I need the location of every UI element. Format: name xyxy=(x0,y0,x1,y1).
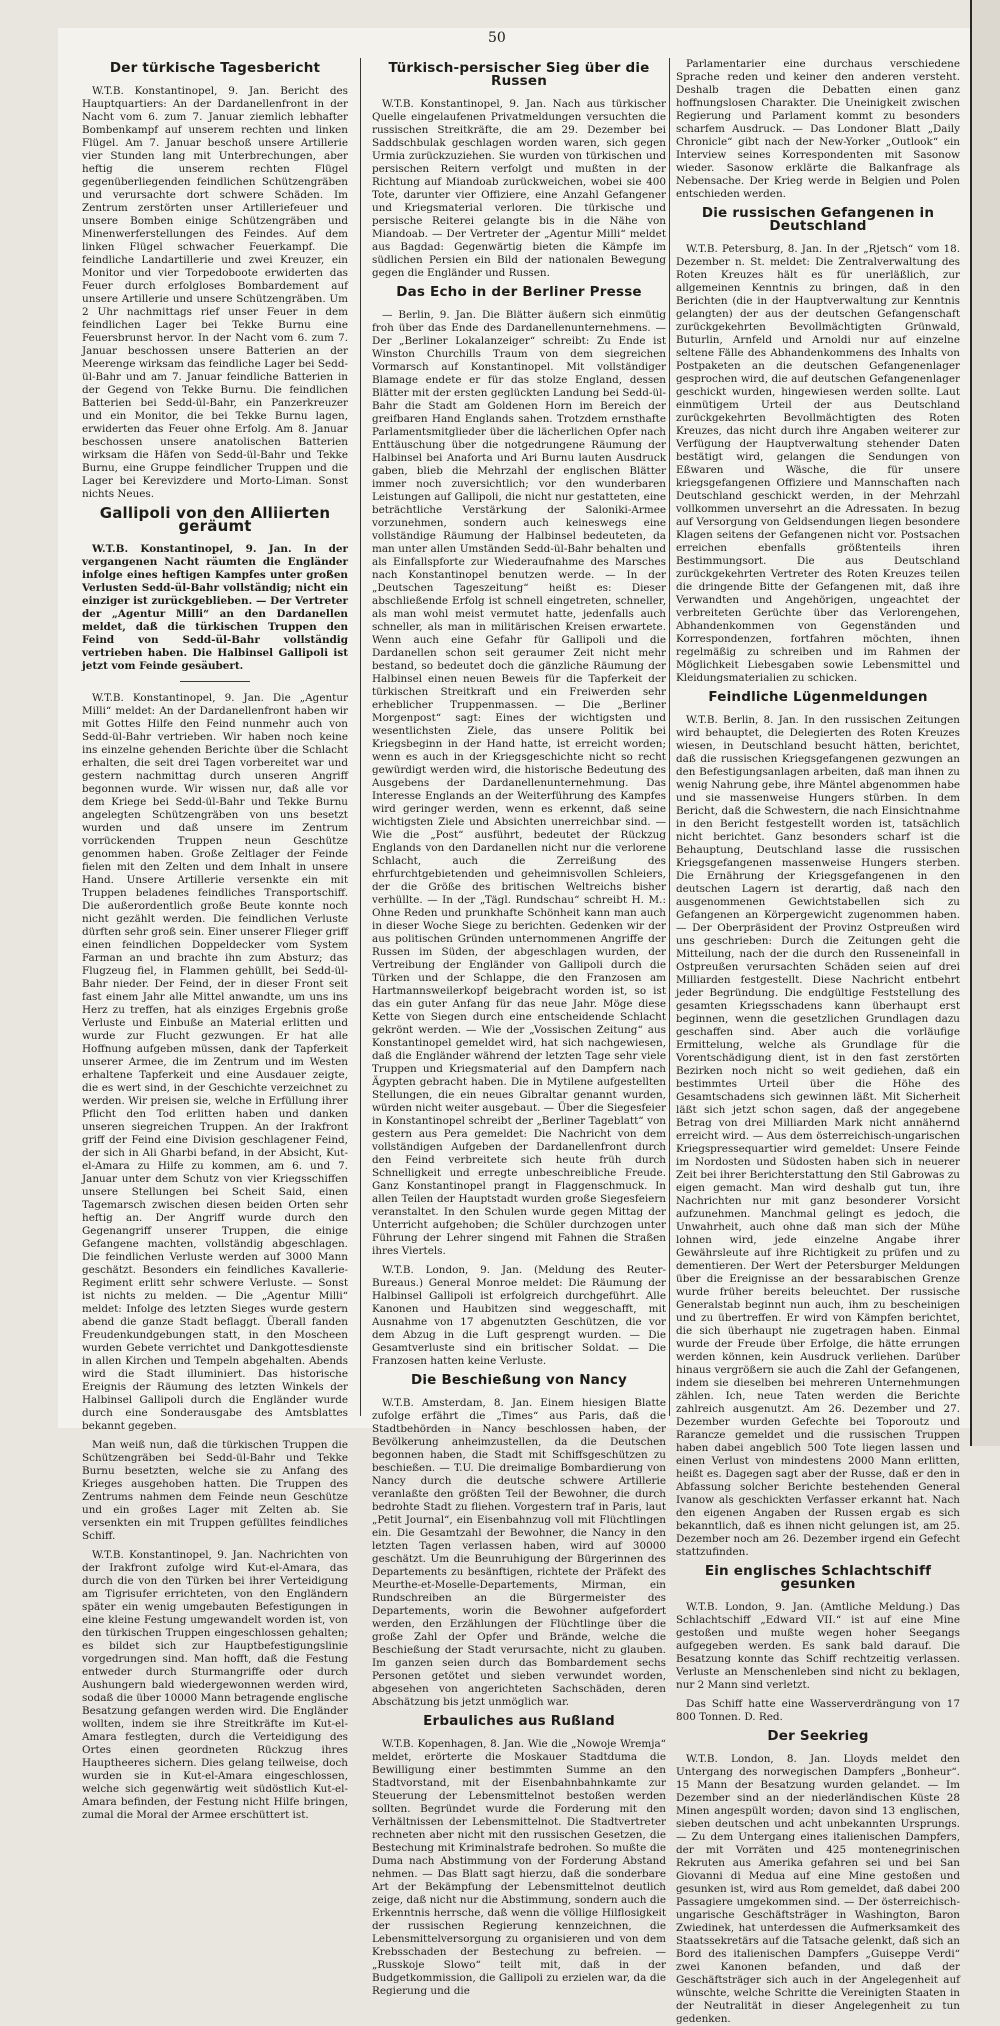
article-headline: Türkisch-persischer Sieg über die Russen xyxy=(388,60,650,89)
article-paragraph: W.T.B. Konstantinopel, 9. Jan. Die „Agentur Milli“ meldet: An der Dardanellenfront haben wir mit Gottes Hilfe den Feind nunmehr auch von Sedd-ül-Bahr vertrieben. Wir haben noch keine ins einzelne gehenden Berichte über die Schlacht erhalten, die seit drei Tagen vorbereitet war und gestern nachmittag durch unseren Angriff begonnen wurde. Wir wissen nur, daß alle vor dem Kriege bei Sedd-ül-Bahr und Tekke Burnu angelegten Schützengräben von uns besetzt wurden und daß unsere im Zentrum vorrückenden Truppen neun Geschütze genommen haben. Große Zeltlager der Feinde fielen mit den Zelten und dem Inhalt in unsere Hand. Unsere Artillerie versenkte ein mit Truppen beladenes feindliches Transportschiff. Die außerordentlich große Beute konnte noch nicht gezählt werden. Die feindlichen Verluste dürften sehr groß sein. Einer unserer Flieger griff einen feindlichen Doppeldecker vom System Farman an und brachte ihn zum Absturz; das Flugzeug fiel, in Flammen gehüllt, bei Sedd-ül-Bahr nieder. Der Feind, der in dieser Front seit fast einem Jahr alle Mittel anwandte, um uns ins Herz zu treffen, hat als einziges Ergebnis große Verluste und Einbuße an Material erlitten und wurde zur Flucht gezwungen. Er hat alle Hoffnung aufgeben müssen, dank der Tapferkeit unserer Armee, die im Zentrum und im Westen erhaltene Tapferkeit und eine Ausdauer zeigte, die es wert sind, in der Geschichte verzeichnet zu werden. Wir preisen sie, welche in Erfüllung ihrer Pflicht den Tod erlitten haben und danken unseren siegreichen Truppen. An der Irakfront griff der Feind eine Division geschlagener Feind, der sich in Ali Gharbi befand, in der Absicht, Kut-el-Amara zu Hilfe zu kommen, am 6. und 7. Januar unter dem Schutz von vier Kriegsschiffen unsere Stellungen bei Scheit Said, einen Tagemarsch zwischen diesen beiden Orten sehr heftig an. Der Angriff wurde durch den Gegenangriff unserer Truppen, die einige Gefangene machten, vollständig abgeschlagen. Die feindlichen Verluste werden auf 3000 Mann geschätzt. Besonders ein feindliches Kavallerie-Regiment erlitt sehr schwere Verluste. — Sonst ist nichts zu melden. — Die „Agentur Milli“ meldet: Infolge des letzten Sieges wurde gestern abend die ganze Stadt beflaggt. Überall fanden Freudenkundgebungen statt, in den Moscheen wurden Gebete verrichtet und Dankgottesdienste in allen Kirchen und Tempeln abgehalten. Abends wird die Stadt illuminiert. Das historische Ereignis der Räumung des letzten Winkels der Halbinsel Gallipoli durch die Engländer wurde durch eine Sonderausgabe des Amtsblattes bekannt gegeben. xyxy=(82,692,348,1432)
article-paragraph: W.T.B. Petersburg, 8. Jan. In der „Rjetsch“ vom 18. Dezember n. St. meldet: Die Zentralverwaltung des Roten Kreuzes hält es für unerläßlich, zur allgemeinen Kenntnis zu bringen, daß in den Berichten (die in der Hauptverwaltung zur Kenntnis gelangten) der aus der deutschen Gefangenschaft zurückgekehrten Bevollmächtigten Grünwald, Buturlin, Arnfeld und Arnoldi nur auf einzelne seltene Fälle des Abhandenkommens des Inhalts von Postpaketen an die deutschen Gefangenenlager gesprochen wird, die auf deutschen Gefangenenlager geschickt wurden, hingewiesen werden sollte. Laut einmütigem Urteil der aus Deutschland zurückgekehrten Bevollmächtigten des Roten Kreuzes, das nicht durch ihre Angaben weiterer zur Verfügung der Hauptverwaltung stehender Daten bestätigt wird, gelangen die Sendungen von Eßwaren und Wäsche, die für unsere kriegsgefangenen Offiziere und Mannschaften nach Deutschland geschickt werden, in der Mehrzahl vollkommen unversehrt an die Adressaten. In bezug auf Versorgung von Geldsendungen liegen besondere Klagen seitens der Gefangenen nicht vor. Postsachen erreichen ebenfalls größtenteils ihren Bestimmungsort. Die aus Deutschland zurückgekehrten Vertreter des Roten Kreuzes teilen die dringende Bitte der Gefangenen mit, daß ihre Verwandten und Angehörigen, ungeachtet der verbreiteten Gerüchte über das Verlorengehen, Abhandenkommen von Gegenständen und Korrespondenzen, fortfahren möchten, ihnen regelmäßig zu schreiben und im Rahmen der Möglichkeit Liebesgaben sowie Lebensmittel und Kleidungsmaterialien zu schicken. xyxy=(676,243,960,684)
article-paragraph: — Berlin, 9. Jan. Die Blätter äußern sich einmütig froh über das Ende des Dardanellenunternehmens. — Der „Berliner Lokalanzeiger“ schreibt: Zu Ende ist Winston Churchills Traum von dem siegreichen Vormarsch auf Konstantinopel. Mit vollständiger Blamage endete er für das stolze England, dessen Blätter mit der ersten geglückten Landung bei Sedd-ül-Bahr die Stadt am Goldenen Horn im Bereich der greifbaren Hand Englands sahen. Trotzdem ernsthafte Parlamentsmitglieder über die lächerlichen Opfer nach Enttäuschung über die notgedrungene Räumung der Halbinsel bei Anaforta und Ari Burnu lauten Ausdruck gaben, blieb die Mehrzahl der englischen Blätter immer noch zuversichtlich; vor den wunderbaren Leistungen auf Gallipoli, die nicht nur gestatteten, eine beträchtliche Verstärkung der Saloniki-Armee vorzunehmen, sondern auch keineswegs eine vollständige Räumung der Halbinsel bedeuteten, da man unter allen Umständen Sedd-ül-Bahr behalten und als Einfallspforte zur Wiederaufnahme des Marsches nach Konstantinopel benutzen werde. — In der „Deutschen Tageszeitung“ heißt es: Dieser abschließende Erfolg ist schnell eingetreten, schneller, als man wohl meist vermutet hatte, jedenfalls auch schneller, als man in militärischen Kreisen erwartete. Wenn auch eine Gefahr für Gallipoli und die Dardanellen schon seit geraumer Zeit nicht mehr bestand, so bedeutet doch die gänzliche Räumung der Halbinsel einen neuen Beweis für die Tapferkeit der türkischen Streitkraft und ein Freiwerden sehr erheblicher Truppenmassen. — Die „Berliner Morgenpost“ sagt: Eines der wichtigsten und wesentlichsten Ziele, das unsere Politik bei Kriegsbeginn in der Hand hatte, ist erreicht worden; wenn es auch in der Kriegsgeschichte nicht so recht gewürdigt werden wird, die historische Bedeutung des Ausgebens der Dardanellenunternehmung. Das Interesse Englands an der Weiterführung des Kampfes wird geringer werden, wenn es erkennt, daß seine wichtigsten Ziele und Absichten unerreichbar sind. — Wie die „Post“ ausführt, bedeutet der Rückzug Englands von den Dardanellen nicht nur die verlorene Schlacht, auch die Zerreißung des ehrfurchtgebietenden und geheimnisvollen Schleiers, der die Größe des britischen Weltreichs bisher verhüllte. — In der „Tägl. Rundschau“ schreibt H. M.: Ohne Reden und prunkhafte Schönheit kann man auch in dieser Woche Siege zu berichten. Gedenken wir der aus politischen Gründen unternommenen Angriffe der Russen im Süden, der abgeschlagen wurden, der Vertreibung der Engländer von Gallipoli durch die Türken und der Schlappe, die den Franzosen am Hartmannsweilerkopf beigebracht worden ist, so ist das ein guter Anfang für das neue Jahr. Möge diese Kette von Siegen durch eine entscheidende Schlacht gekrönt werden. — Wie der „Vossischen Zeitung“ aus Konstantinopel gemeldet wird, hat sich nachgewiesen, daß die Engländer während der letzten Tage sehr viele Truppen und Kriegsmaterial auf den Dampfern nach Ägypten gebracht haben. Die in Mytilene aufgestellten Stellungen, die ein neues Gibraltar genannt wurden, würden nicht weiter ausgebaut. — Über die Siegesfeier in Konstantinopel schreibt der „Berliner Tageblatt“ von gestern aus Pera gemeldet: Die Nachricht von dem vollständigen Aufgeben der Dardanellenfront durch den Feind verbreitete sich heute früh durch Schnelligkeit und erregte unbeschreibliche Freude. Ganz Konstantinopel prangt in Flaggenschmuck. In allen Teilen der Hauptstadt wurden große Siegesfeiern veranstaltet. In den Schulen wurde gegen Mittag der Unterricht aufgehoben; die Schüler durchzogen unter Führung der Lehrer singend mit Fahnen die Straßen ihres Viertels. xyxy=(372,309,666,1257)
article-paragraph: W.T.B. Kopenhagen, 8. Jan. Wie die „Nowoje Wremja“ meldet, erörterte die Moskauer Stadtduma die Bewilligung einer bestimmten Summe an den Stadtvorstand, mit der Eisenbahnbahnkamte zur Steuerung der Lebensmittelnot bestoßen werden sollten. Begründet wurde die Forderung mit den Verhältnissen der Lebensmittelnot. Die Stadtvertreter rechneten aber nicht mit den russischen Gesetzen, die Bestechung mit Kriminalstrafe bedrohen. So mußte die Duma nach Abstimmung von der Forderung Abstand nehmen. — Das Blatt sagt hierzu, daß die sonderbare Art der Bekämpfung der Lebensmittelnot deutlich zeige, daß nicht nur die Abstimmung, sondern auch die Erkenntnis herrsche, daß wenn die völlige Hilflosigkeit der russischen Regierung kennzeichnen, die Lebensmittelversorgung zu organisieren und von dem Krebsschaden der Bestechung zu befreien. — „Russkoje Slowo“ teilt mit, daß in der Budgetkommission, die Gallipoli zu erzielen war, da die Regierung und die xyxy=(372,1738,666,1997)
article-headline: Ein englisches Schlachtschiff gesunken xyxy=(704,1563,932,1592)
article-headline: Das Echo in der Berliner Presse xyxy=(396,284,642,300)
column-rule xyxy=(360,58,361,1416)
article-paragraph: W.T.B. London, 8. Jan. Lloyds meldet den Untergang des norwegischen Dampfers „Bonheur“. 15 Mann der Besatzung wurden gelandet. — Im Dezember sind an der niederländischen Küste 28 Minen angespült worden; davon sind 13 englischen, sieben deutschen und acht unbekannten Ursprungs. — Zu dem Untergang eines italienischen Dampfers, der mit Vorräten und 425 montenegrinischen Rekruten aus Amerika gefahren sei und bei San Giovanni di Medua auf eine Mine gestoßen und gesunken ist, wird aus Rom gemeldet, daß dabei 200 Passagiere umgekommen sind. — Der österreichisch-ungarische Geschäftsträger in Washington, Baron Zwiedinek, hat unterdessen die Aufmerksamkeit des Staatssekretärs auf die Tatsache gelenkt, daß sich an Bord des italienischen Dampfers „Guiseppe Verdi“ zwei Kanonen befanden, und daß der Geschäftsträger sich auch in der Angelegenheit auf wünschte, welche Schritte die Vereinigten Staaten in der Neutralität in dieser Angelegenheit zu tun gedenken. xyxy=(676,1753,960,2025)
article-headline: Die Beschießung von Nancy xyxy=(410,1372,628,1388)
article-headline: Der türkische Tagesbericht xyxy=(109,60,321,76)
article-headline: Feindliche Lügenmeldungen xyxy=(708,689,928,705)
separator-rule xyxy=(180,681,250,682)
article-headline: Der Seekrieg xyxy=(767,1728,869,1744)
article-paragraph: W.T.B. Konstantinopel, 9. Jan. Nachrichten von der Irakfront zufolge wird Kut-el-Amara, das durch die von den Türken bei ihrer Verteidigung am Tigrisufer errichteten, von den Engländern später ein wenig umgebauten Befestigungen in eine kleine Festung umgewandelt worden ist, von den türkischen Truppen eingeschlossen gehalten; es bildet sich zur Hauptbefestigungslinie vorgedrungen sind. Man hofft, daß die Festung entweder durch Sturmangriffe oder durch Aushungern bald wiedergewonnen werden wird, sodaß die über 10000 Mann betragende englische Besatzung gefangen werden wird. Die Engländer wollten, indem sie ihre Streitkräfte im Kut-el-Amara festlegten, durch die Verteidigung des Ortes einen geordneten Rückzug ihres Hauptheeres sichern. Dies gelang teilweise, doch wurden sie in Kut-el-Amara eingeschlossen, welche sich gegenwärtig weit südöstlich Kut-el-Amara befinden, der Festung nicht Hilfe bringen, zumal die Moral der Armee erschüttert ist. xyxy=(82,1549,348,1821)
article-paragraph: Man weiß nun, daß die türkischen Truppen die Schützengräben bei Sedd-ül-Bahr und Tekke Burnu besetzten, welche sie zu Anfang des Krieges ausgehoben hatten. Die Truppen des Zentrums nahmen dem Feinde neun Geschütze und ein großes Lager mit Zelten ab. Sie versenkten ein mit Truppen gefülltes feindliches Schiff. xyxy=(82,1439,348,1542)
article-paragraph: W.T.B. Konstantinopel, 9. Jan. Bericht des Hauptquartiers: An der Dardanellenfront in der Nacht vom 6. zum 7. Januar ziemlich lebhafter Bombenkampf auf unserem rechten und linken Flügel. Am 7. Januar beschoß unsere Artillerie vier Stunden lang mit Unterbrechungen, aber heftig die unserem rechten Flügel gegenüberliegenden feindlichen Schützengräben und verursachte dort schwere Schäden. Im Zentrum zerstörten unser Artilleriefeuer und unsere Bomben einige Schützengräben und Minenwerferstellungen des Feindes. Auf dem linken Flügel schwacher Feuerkampf. Die feindliche Landartillerie und zwei Kreuzer, ein Monitor und vier Torpedoboote erwiderten das Feuer durch erfolgloses Bombardement auf unsere Artillerie und unsere Schützengräben. Um 2 Uhr nachmittags rief unser Feuer in dem feindlichen Lager bei Tekke Burnu eine Feuersbrunst hervor. In der Nacht vom 6. zum 7. Januar beschossen unsere Batterien an der Meerenge wirksam das feindliche Lager bei Sedd-ül-Bahr und am 7. Januar feindliche Batterien in der Gegend von Tekke Burnu. Die feindlichen Batterien bei Sedd-ül-Bahr, ein Panzerkreuzer und ein Monitor, die bei Tekke Burnu lagen, erwiderten das Feuer ohne Erfolg. Am 8. Januar beschossen unsere anatolischen Batterien wirksam die Häfen von Sedd-ül-Bahr und Tekke Burnu, eine Gruppe feindlicher Truppen und die Lager bei Kerevizdere und Morto-Liman. Sonst nichts Neues. xyxy=(82,85,348,500)
column-2 xyxy=(372,58,666,1997)
article-paragraph: W.T.B. London, 9. Jan. (Meldung des Reuter-Bureaus.) General Monroe meldet: Die Räumung der Halbinsel Gallipoli ist erfolgreich durchgeführt. Alle Kanonen und Haubitzen sind weggeschafft, mit Ausnahme von 17 abgenutzten Geschützen, die vor dem Abzug in die Luft gesprengt wurden. — Die Gesamtverluste sind ein britischer Soldat. — Die Franzosen hatten keine Verluste. xyxy=(372,1264,666,1367)
adjacent-page-edge xyxy=(970,0,1000,1446)
article-paragraph: W.T.B. London, 9. Jan. (Amtliche Meldung.) Das Schlachtschiff „Edward VII.“ ist auf eine Mine gestoßen und mußte wegen hoher Seegangs aufgegeben werden. Es sank bald darauf. Die Besatzung konnte das Schiff rechtzeitig verlassen. Verluste an Menschenleben sind nicht zu beklagen, nur 2 Mann sind verletzt. xyxy=(676,1601,960,1691)
article-headline: Die russischen Gefangenen in Deutschland xyxy=(701,205,935,234)
article-paragraph: W.T.B. Berlin, 8. Jan. In den russischen Zeitungen wird behauptet, die Delegierten des Roten Kreuzes wiesen, in Deutschland besucht hätten, berichtet, daß die russischen Kriegsgefangenen gezwungen an den Befestigungsanlagen arbeiten, daß man ihnen zu wenig Nahrung gebe, ihre Mäntel abgenommen habe und sie massenweise Hungers stürben. In dem Bericht, daß die Schwestern, die nach Einsichtnahme in den Bericht festgestellt worden ist, tatsächlich nicht berichtet. Ganz besonders scharf ist die Behauptung, Deutschland lasse die russischen Kriegsgefangenen massenweise Hungers sterben. Die Ernährung der Kriegsgefangenen in den deutschen Lagern ist derartig, daß nach den ausgenommenen Gewichtstabellen sich zu Gefangenen an Körpergewicht zugenommen haben. — Der Oberpräsident der Provinz Ostpreußen wird uns geschrieben: Durch die Zeitungen geht die Mitteilung, nach der die durch den Russeneinfall in Ostpreußen verursachten Schäden seien auf drei Milliarden festgestellt. Diese Nachricht entbehrt jeder Begründung. Die endgültige Feststellung des gesamten Kriegsschadens kann überhaupt erst beginnen, wenn die gesetzlichen Grundlagen dazu geschaffen sind. Aber auch die vorläufige Ermittelung, welche als Grundlage für die Vorentschädigung dient, ist in den fast zerstörten Bezirken noch nicht so weit gediehen, daß ein bestimmtes Urteil über die Höhe des Gesamtschadens sich gewinnen läßt. Mit Sicherheit läßt sich jetzt schon sagen, daß der angegebene Betrag von drei Milliarden Mark nicht annähernd erreicht wird. — Aus dem österreichisch-ungarischen Kriegspressequartier wird gemeldet: Unsere Feinde im Nordosten und Südosten haben sich in neuerer Zeit bei ihrer Berichterstattung den Stil Gabrowas zu eigen gemacht. Man wird deshalb gut tun, ihre Nachrichten nur mit ganz besonderer Vorsicht aufzunehmen. Manchmal gelingt es jedoch, die Unwahrheit, auch ohne daß man sich der Mühe lohnen wird, jede einzelne Angabe ihrer Gewährsleute auf ihre Richtigkeit zu prüfen und zu dementieren. Der Wert der Petersburger Meldungen über die Ereignisse an der bessarabischen Grenze wurde früher bereits beleuchtet. Der russische Generalstab beginnt nun auch, ihm zu bescheinigen und zu übertreffen. Er wird von Kämpfen berichtet, die sich überhaupt nie zugetragen haben. Einmal wurde der Freude über Erfolge, die hätte errungen werden können, kein Ausdruck verliehen. Darüber hinaus vergrößern sie auch die Zahl der Gefangenen, indem sie dieselben bei mehreren Unternehmungen zählen. Ich, neue Taten werden die Berichte zahlreich ausgenutzt. Am 26. Dezember und 27. Dezember wurden Gefechte bei Toporoutz und Rarancze gemeldet und die russischen Truppen haben dabei angeblich 500 Tote liegen lassen und einen Verlust von mindestens 2000 Mann erlitten, heißt es. Dagegen sagt aber der Russe, daß er den in Abfassung solcher Berichte bestehenden General Ivanow als geschickten Verfasser erkannt hat. Nach den eigenen Angaben der Russen ergab es sich bekanntlich, daß es ihnen nicht gelungen ist, am 25. Dezember noch am 26. Dezember irgend ein Gefecht stattzufinden. xyxy=(676,714,960,1558)
article-paragraph: W.T.B. Amsterdam, 8. Jan. Einem hiesigen Blatte zufolge erfährt die „Times“ aus Paris, daß die Stadtbehörden in Nancy beschlossen haben, der Bevölkerung anheimzustellen, da die Deutschen begonnen haben, die Stadt mit Schiffsgeschützen zu beschießen. — T.U. Die dreimalige Bombardierung von Nancy durch die deutsche schwere Artillerie veranlaßte den größten Teil der Bewohner, die durch bedrohte Stadt zu fliehen. Vorgestern traf in Paris, laut „Petit Journal“, ein Eisenbahnzug voll mit Flüchtlingen ein. Die Gesamtzahl der Bewohner, die Nancy in den letzten Tagen verlassen haben, wird auf 30000 geschätzt. Um die Beunruhigung der Bürgerinnen des Departements zu besänftigen, richtete der Präfekt des Meurthe-et-Moselle-Departements, Mirman, ein Rundschreiben an die Bürgermeister des Departements, worin die Bewohner aufgefordert werden, den Erzählungen der Flüchtlinge über die große Zahl der Opfer und Brände, welche die Beschießung der Stadt verursachte, nicht zu glauben. Im ganzen seien durch das Bombardement sechs Personen getötet und sieben verwundet worden, abgesehen von angerichteten Sachschäden, deren Abschätzung bis jetzt unmöglich war. xyxy=(372,1397,666,1708)
article-headline: Gallipoli von den Alliierten geräumt xyxy=(99,504,331,535)
article-headline: Erbauliches aus Rußland xyxy=(423,1713,615,1729)
article-paragraph: W.T.B. Konstantinopel, 9. Jan. Nach aus türkischer Quelle eingelaufenen Privatmeldungen versuchten die russischen Streitkräfte, die am 29. Dezember bei Saddschbulak geschlagen worden waren, sich gegen Urmia zurückzuziehen. Sie wurden von türkischen und persischen Reitern verfolgt und mußten in der Richtung auf Miandoab zurückweichen, wobei sie 400 Tote, darunter vier Offiziere, eine Anzahl Gefangener und Kriegsmaterial verloren. Die türkische und persische Reiterei gelangte bis in die Nähe von Miandoab. — Der Vertreter der „Agentur Milli“ meldet aus Bagdad: Gegenwärtig bieten die Kämpfe im südlichen Persien ein Bild der nationalen Bewegung gegen die Engländer und Russen. xyxy=(372,98,666,279)
article-paragraph: Das Schiff hatte eine Wasserverdrängung von 17 800 Tonnen. D. Red. xyxy=(676,1698,960,1723)
article-paragraph: W.T.B. Konstantinopel, 9. Jan. In der vergangenen Nacht räumten die Engländer infolge eines heftigen Kampfes unter großen Verlusten Sedd-ül-Bahr vollständig; nicht ein einziger ist zurückgeblieben. — Der Vertreter der „Agentur Milli“ an den Dardanellen meldet, daß die türkischen Truppen den Feind von Sedd-ül-Bahr vollständig vertrieben haben. Die Halbinsel Gallipoli ist jetzt vom Feinde gesäubert. xyxy=(82,543,348,672)
article-paragraph: Parlamentarier eine durchaus verschiedene Sprache reden und keiner den anderen versteht. Deshalb tragen die Debatten einen ganz hoffnungslosen Charakter. Die Uneinigkeit zwischen Regierung und Parlament kommt zu besonders scharfem Ausdruck. — Das Londoner Blatt „Daily Chronicle“ gibt nach der New-Yorker „Outlook“ ein Interview seines Korrespondenten mit Sasonow wieder. Sasonow erklärte die Balkanfrage als Nebensache. Der Krieg werde in Belgien und Polen entschieden werden. xyxy=(676,58,960,200)
column-3 xyxy=(676,58,960,2025)
column-1 xyxy=(82,58,348,1821)
page-number: 50 xyxy=(488,30,506,46)
column-rule xyxy=(669,58,670,1416)
